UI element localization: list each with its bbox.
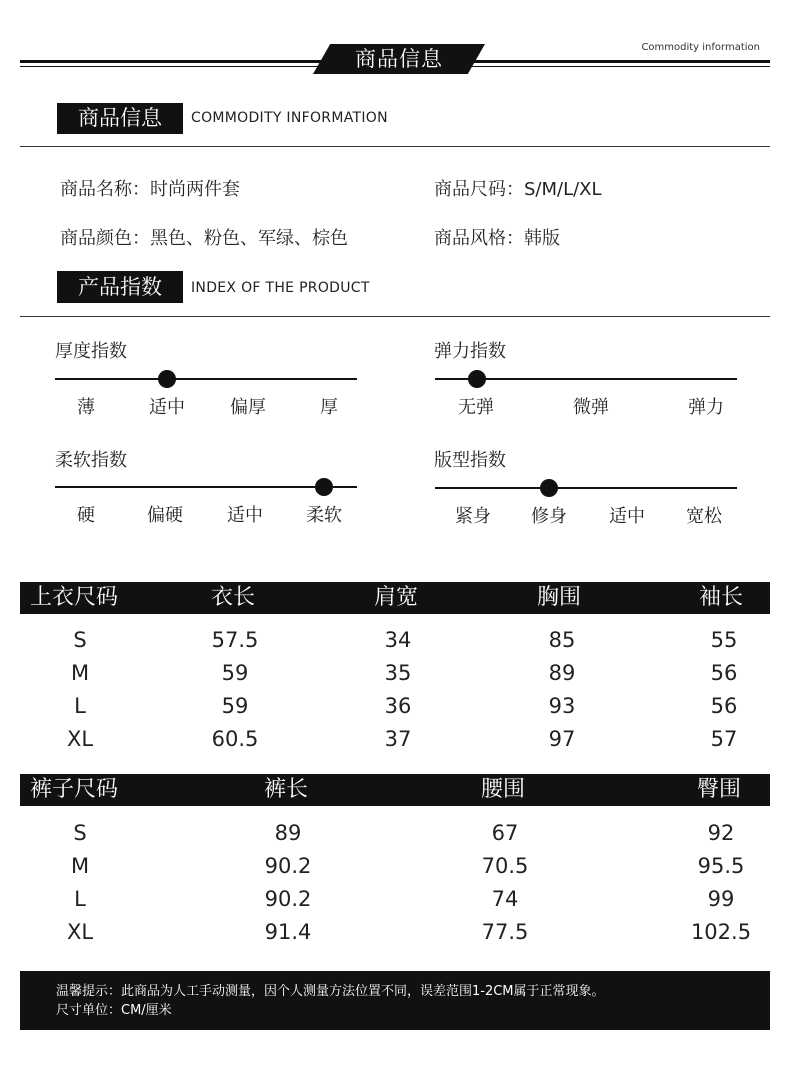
table-cell: S xyxy=(73,821,87,845)
commodity-section-title: 商品信息 xyxy=(57,103,183,134)
table-cell: 67 xyxy=(491,821,519,845)
table-cell: 95.5 xyxy=(697,854,745,878)
table-cell: M xyxy=(70,854,90,878)
product-color: 商品颜色：黑色、粉色、军绿、棕色 xyxy=(60,228,348,249)
thickness-label: 偏厚 xyxy=(230,397,266,418)
pants-size-header-size: 裤子尺码 xyxy=(30,777,119,802)
fit-label: 紧身 xyxy=(455,506,491,527)
fit-scale-line xyxy=(435,487,737,489)
table-cell: 85 xyxy=(548,628,576,652)
table-cell: 93 xyxy=(548,694,576,718)
table-cell: 56 xyxy=(710,694,738,718)
table-cell: 56 xyxy=(710,661,738,685)
softness-index-title: 柔软指数 xyxy=(55,450,127,471)
table-cell: S xyxy=(73,628,87,652)
softness-label: 适中 xyxy=(227,505,263,526)
table-cell: 36 xyxy=(384,694,412,718)
banner-subtitle-en: Commodity information xyxy=(641,42,760,53)
notice-line-1: 温馨提示：此商品为人工手动测量，因个人测量方法位置不同，误差范围1-2CM属于正常现象。 xyxy=(56,984,605,999)
table-cell: 89 xyxy=(548,661,576,685)
fit-label: 修身 xyxy=(531,506,567,527)
softness-scale-line xyxy=(55,486,357,488)
table-cell: 92 xyxy=(707,821,735,845)
softness-label: 硬 xyxy=(77,505,95,526)
table-cell: 57.5 xyxy=(211,628,259,652)
table-cell: M xyxy=(70,661,90,685)
product-style: 商品风格：韩版 xyxy=(434,228,560,249)
table-cell: 55 xyxy=(710,628,738,652)
table-cell: 60.5 xyxy=(211,727,259,751)
elasticity-marker xyxy=(468,370,486,388)
softness-label: 偏硬 xyxy=(147,505,183,526)
top-size-header-length: 衣长 xyxy=(211,585,256,610)
table-cell: 90.2 xyxy=(264,887,312,911)
index-section-title-en: INDEX OF THE PRODUCT xyxy=(191,280,370,296)
softness-marker xyxy=(315,478,333,496)
elasticity-label: 无弹 xyxy=(458,397,494,418)
fit-label: 宽松 xyxy=(686,506,722,527)
table-cell: 70.5 xyxy=(481,854,529,878)
elasticity-label: 弹力 xyxy=(688,397,724,418)
table-cell: 97 xyxy=(548,727,576,751)
banner-title: 商品信息 xyxy=(355,47,443,71)
table-cell: 59 xyxy=(221,694,249,718)
elasticity-label: 微弹 xyxy=(573,397,609,418)
table-cell: 89 xyxy=(274,821,302,845)
pants-size-table-header xyxy=(20,774,770,806)
pants-size-header-waist: 腰围 xyxy=(481,777,526,802)
table-cell: 57 xyxy=(710,727,738,751)
table-cell: 34 xyxy=(384,628,412,652)
table-cell: L xyxy=(74,694,86,718)
table-cell: 74 xyxy=(491,887,519,911)
thickness-label: 适中 xyxy=(149,397,185,418)
pants-size-header-hip: 臀围 xyxy=(697,777,742,802)
fit-label: 适中 xyxy=(609,506,645,527)
thickness-scale-line xyxy=(55,378,357,380)
notice-line-2: 尺寸单位：CM/厘米 xyxy=(56,1003,172,1018)
table-cell: XL xyxy=(66,727,94,751)
thickness-label: 厚 xyxy=(320,397,338,418)
softness-label: 柔软 xyxy=(306,505,342,526)
commodity-section-divider xyxy=(20,146,770,147)
table-cell: 59 xyxy=(221,661,249,685)
index-section-divider xyxy=(20,316,770,317)
table-cell: 35 xyxy=(384,661,412,685)
index-section-title: 产品指数 xyxy=(57,271,183,303)
commodity-section-title-en: COMMODITY INFORMATION xyxy=(191,110,388,126)
table-cell: 99 xyxy=(707,887,735,911)
pants-size-header-length: 裤长 xyxy=(264,777,309,802)
elasticity-index-title: 弹力指数 xyxy=(434,341,506,362)
fit-marker xyxy=(540,479,558,497)
table-cell: L xyxy=(74,887,86,911)
table-cell: 77.5 xyxy=(481,920,529,944)
table-cell: 90.2 xyxy=(264,854,312,878)
table-cell: 37 xyxy=(384,727,412,751)
table-cell: XL xyxy=(66,920,94,944)
thickness-index-title: 厚度指数 xyxy=(55,341,127,362)
top-size-header-shoulder: 肩宽 xyxy=(374,585,419,610)
product-size: 商品尺码：S/M/L/XL xyxy=(434,179,602,200)
thickness-label: 薄 xyxy=(77,397,95,418)
fit-index-title: 版型指数 xyxy=(434,450,506,471)
product-name: 商品名称：时尚两件套 xyxy=(60,179,240,200)
top-size-header-size: 上衣尺码 xyxy=(30,585,119,610)
table-cell: 91.4 xyxy=(264,920,312,944)
table-cell: 102.5 xyxy=(690,920,752,944)
top-size-header-chest: 胸围 xyxy=(537,585,582,610)
thickness-marker xyxy=(158,370,176,388)
top-size-header-sleeve: 袖长 xyxy=(699,585,744,610)
